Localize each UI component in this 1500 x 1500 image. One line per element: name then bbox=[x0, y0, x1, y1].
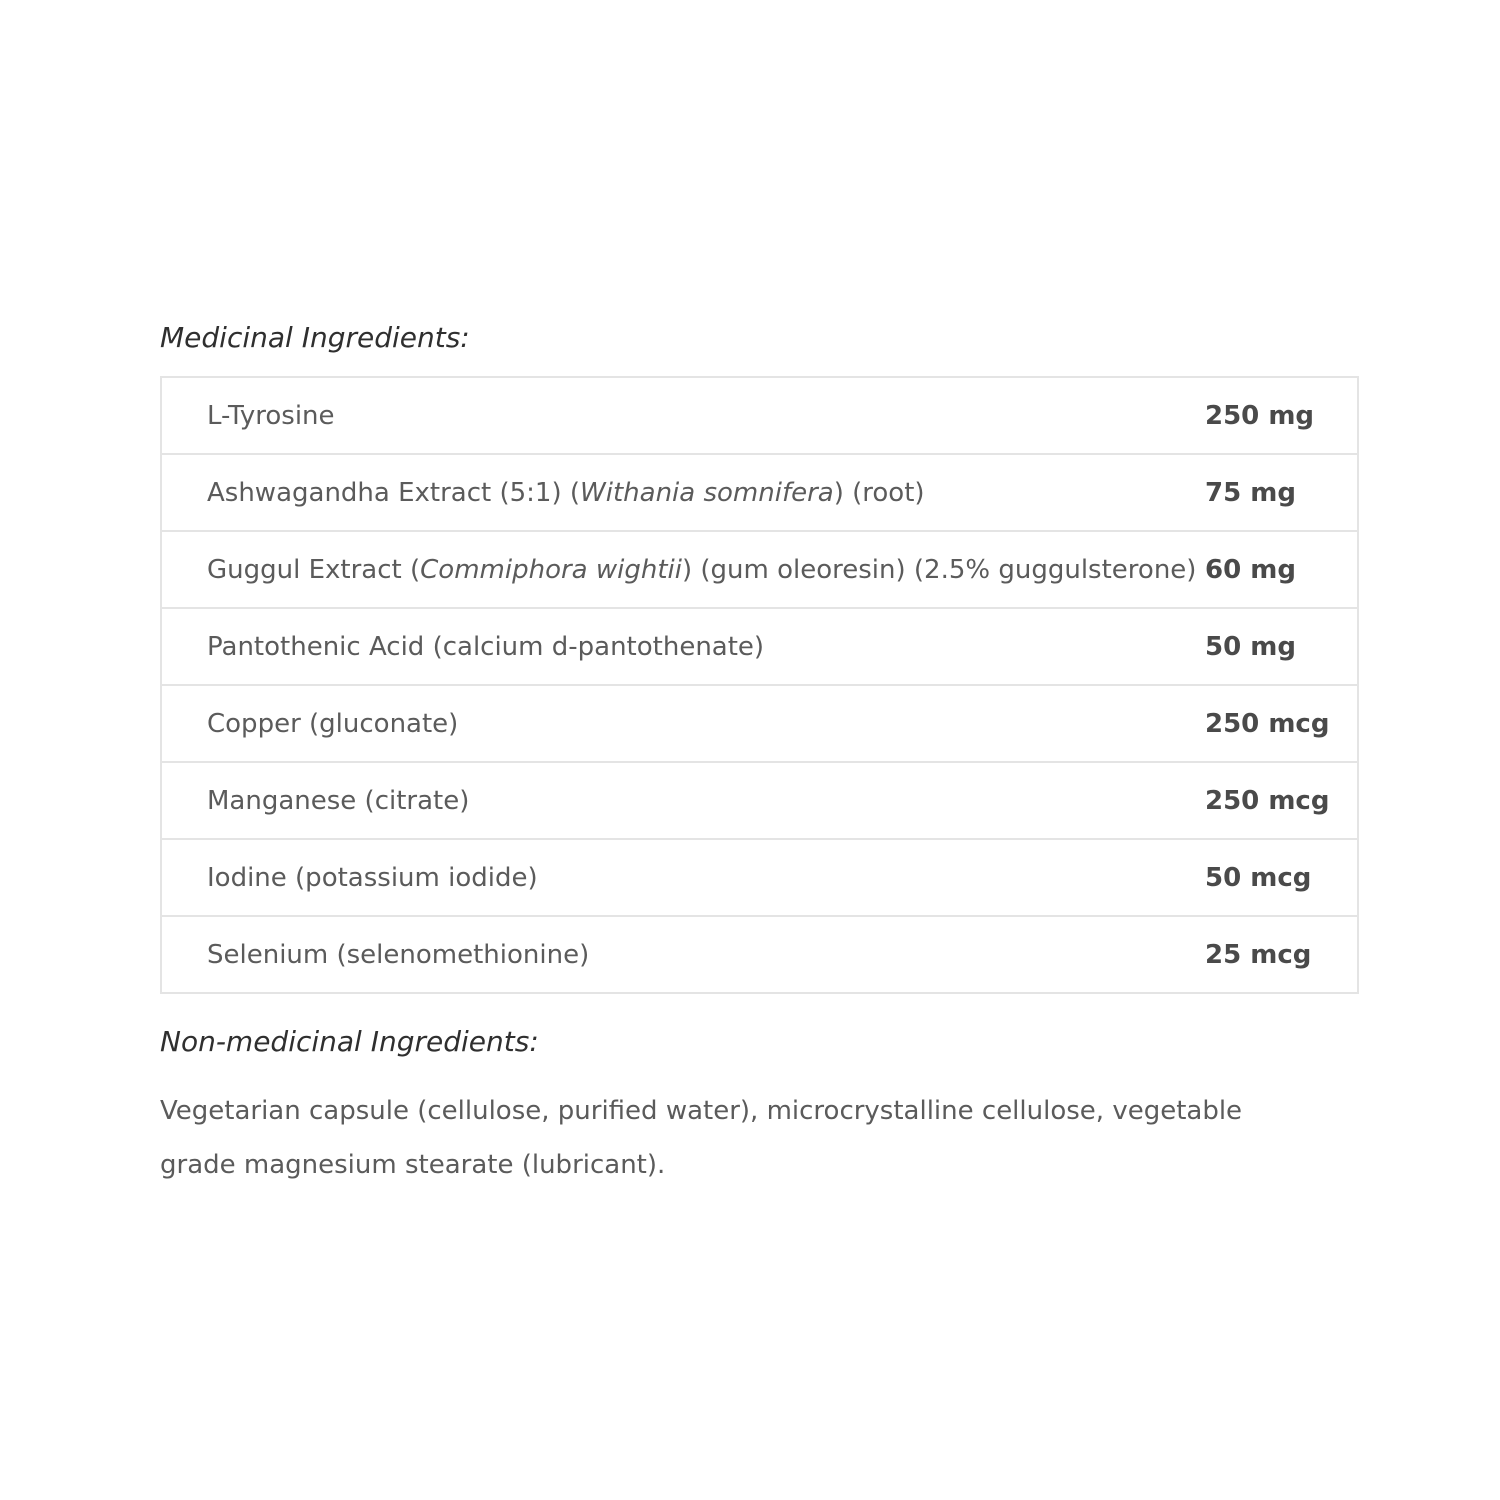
table-row bbox=[161, 377, 1358, 454]
ingredients-panel bbox=[160, 318, 1359, 1192]
latin-name: Commiphora wightii bbox=[420, 554, 682, 585]
table-row bbox=[161, 762, 1358, 839]
medicinal-ingredients-heading: Medicinal Ingredients: bbox=[160, 321, 470, 354]
ingredient-amount: 75 mg bbox=[1205, 477, 1296, 508]
ingredient-name: Selenium (selenomethionine) bbox=[207, 939, 590, 970]
medicinal-ingredients-table bbox=[160, 376, 1359, 994]
ingredient-name: Manganese (citrate) bbox=[207, 785, 470, 816]
non-medicinal-ingredients-text: Vegetarian capsule (cellulose, purified water), microcrystalline cellulose, vegetable grade magnesium stearate (lubricant). bbox=[160, 1096, 1243, 1180]
ingredient-name: Pantothenic Acid (calcium d-pantothenate) bbox=[207, 631, 765, 662]
ingredient-amount: 50 mcg bbox=[1205, 862, 1312, 893]
ingredient-amount: 25 mcg bbox=[1205, 939, 1312, 970]
non-medicinal-ingredients-heading: Non-medicinal Ingredients: bbox=[160, 1025, 539, 1058]
latin-name: Withania somnifera bbox=[580, 477, 834, 508]
table-row bbox=[161, 608, 1358, 685]
table-row bbox=[161, 685, 1358, 762]
ingredient-name: Guggul Extract (Commiphora wightii) (gum oleoresin) (2.5% guggulsterone) bbox=[207, 554, 1197, 585]
ingredient-name: L-Tyrosine bbox=[207, 400, 335, 431]
ingredient-name: Copper (gluconate) bbox=[207, 708, 459, 739]
table-row bbox=[161, 916, 1358, 993]
ingredient-name: Iodine (potassium iodide) bbox=[207, 862, 538, 893]
ingredient-name: Ashwagandha Extract (5:1) (Withania somnifera) (root) bbox=[207, 477, 925, 508]
table-row bbox=[161, 454, 1358, 531]
table-row bbox=[161, 531, 1358, 608]
ingredient-amount: 60 mg bbox=[1205, 554, 1296, 585]
table-row bbox=[161, 839, 1358, 916]
ingredient-amount: 250 mcg bbox=[1205, 785, 1330, 816]
ingredient-amount: 50 mg bbox=[1205, 631, 1296, 662]
ingredient-amount: 250 mcg bbox=[1205, 708, 1330, 739]
ingredient-amount: 250 mg bbox=[1205, 400, 1315, 431]
